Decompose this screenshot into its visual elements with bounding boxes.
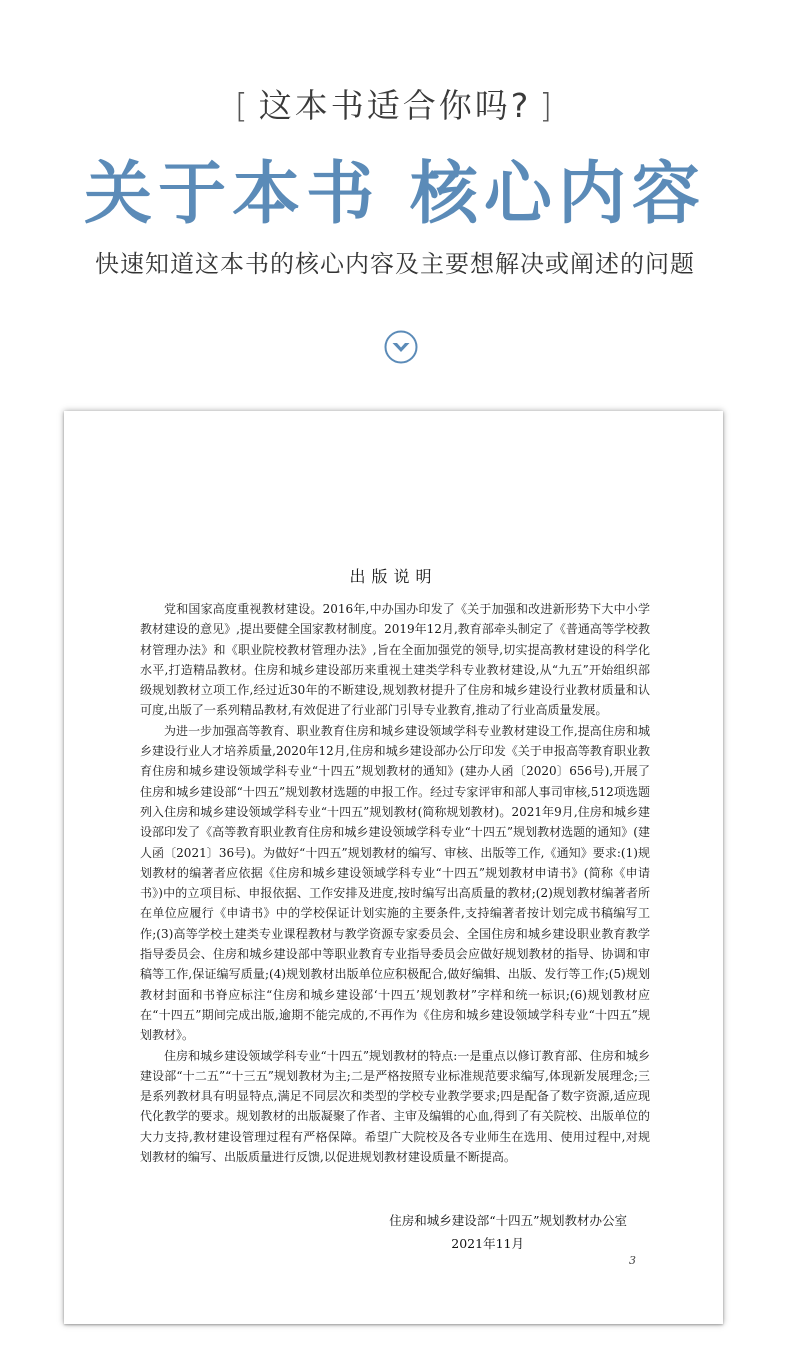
signature-date: 2021年11月	[451, 1236, 524, 1251]
bracket-close: ]	[539, 86, 556, 125]
page-number: 3	[629, 1254, 636, 1267]
banner-subtitle-row	[0, 80, 790, 127]
document-paragraph: 党和国家高度重视教材建设。2016年,中办国办印发了《关于加强和改进新形势下大中小学教材建设的意见》,提出要健全国家教材制度。2019年12月,教育部牵头制定了《普通高等学校教材管理办法》和《职业院校教材管理办法》,旨在全面加强党的领导,切实提高教材建设的科学化水平,打造精品教材。住房和城乡建设部历来重视土建类学科专业教材建设,从“九五”开始组织部级规划教材立项工作,经过近30年的不断建设,规划教材提升了住房和城乡建设行业教材质量和认可度,出版了一系列精品教材,有效促进了行业部门引导专业教育,推动了行业高质量发展。	[140, 602, 650, 718]
banner-description: 快速知道这本书的核心内容及主要想解决或阐述的问题	[95, 250, 695, 278]
bracket-open: [	[234, 86, 251, 125]
signature-organization: 住房和城乡建设部“十四五”规划教材办公室	[389, 1213, 627, 1228]
document-paragraph: 住房和城乡建设领域学科专业“十四五”规划教材的特点:一是重点以修订教育部、住房和城乡建设部“十二五”“十三五”规划教材为主;二是严格按照专业标准规范要求编写,体现新发展理念;三是系列教材具有明显特点,满足不同层次和类型的学校专业教学要求;四是配备了数字资源,适应现代化教学的要求。规划教材的出版凝聚了作者、主审及编辑的心血,得到了有关院校、出版单位的大力支持,教材建设管理过程有严格保障。希望广大院校及各专业师生在选用、使用过程中,对规划教材的编写、出版质量进行反馈,以促进规划教材建设质量不断提高。	[140, 1048, 650, 1165]
banner-subtitle: 这本书适合你吗?	[258, 86, 532, 125]
document-body	[140, 599, 650, 1167]
document-paragraph: 为进一步加强高等教育、职业教育住房和城乡建设领域学科专业教材建设工作,提高住房和城乡建设行业人才培养质量,2020年12月,住房和城乡建设部办公厅印发《关于申报高等教育职业教育住房和城乡建设领域学科专业“十四五”规划教材的通知》(建办人函〔2020〕656号),开展了住房和城乡建设部“十四五”规划教材选题的申报工作。经过专家评审和部人事司审核,512项选题列入住房和城乡建设领域学科专业“十四五”规划教材(简称规划教材)。2021年9月,住房和城乡建设部印发了《高等教育职业教育住房和城乡建设领域学科专业“十四五”规划教材选题的通知》(建人函〔2021〕36号)。为做好“十四五”规划教材的编写、审核、出版等工作,《通知》要求:(1)规划教材的编著者应依据《住房和城乡建设领域学科专业“十四五”规划教材申请书》(简称《申请书》)中的立项目标、申报依据、工作安排及进度,按时编写出高质量的教材;(2)规划教材编著者所在单位应履行《申请书》中的学校保证计划实施的主要条件,支持编著者按计划完成书稿编写工作;(3)高等学校土建类专业课程教材与教学资源专家委员会、全国住房和城乡建设职业教育教学指导委员会、住房和城乡建设部中等职业教育专业指导委员会应做好规划教材的指导、协调和审稿等工作,保证编写质量;(4)规划教材出版单位应积极配合,做好编辑、出版、发行等工作;(5)规划教材封面和书脊应标注“住房和城乡建设部‘十四五’规划教材”字样和统一标识;(6)规划教材应在“十四五”期间完成出版,逾期不能完成的,不再作为《住房和城乡建设领域学科专业“十四五”规划教材》。	[140, 723, 650, 1043]
book-page	[64, 411, 723, 1324]
chevron-down-circle-icon	[384, 330, 418, 364]
banner-title: 关于本书 核心内容	[84, 154, 706, 234]
document-title: 出版说明	[349, 567, 438, 586]
